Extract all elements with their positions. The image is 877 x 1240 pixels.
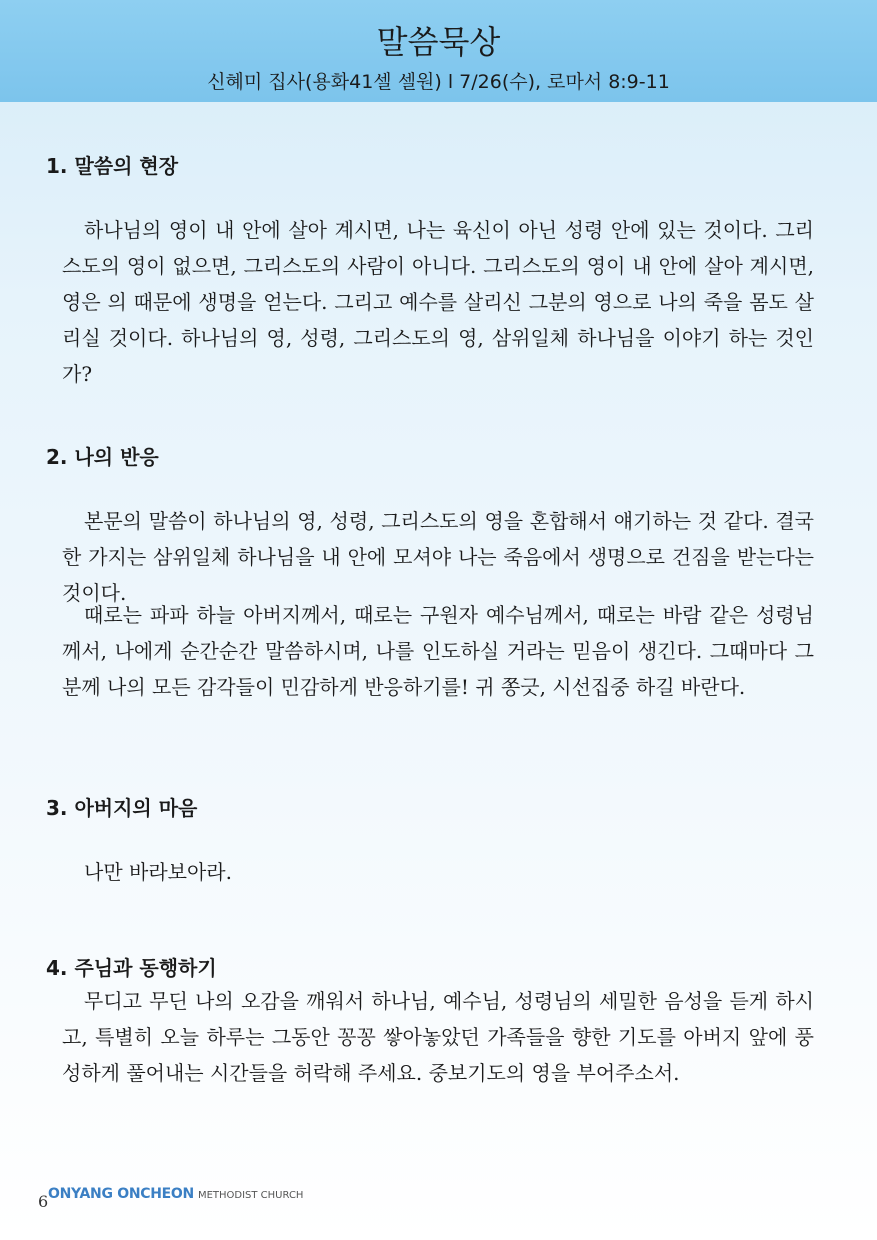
page-subtitle: 신혜미 집사(용화41셀 셀원) l 7/26(수), 로마서 8:9-11 [207, 71, 670, 93]
page-number: 6 [38, 1192, 49, 1211]
section-heading-1: 1. 말씀의 현장 [46, 154, 179, 178]
section-3-paragraph-1: 나만 바라보아라. [84, 860, 232, 884]
church-logo [48, 1183, 303, 1202]
section-heading-2: 2. 나의 반응 [46, 445, 159, 469]
section-4-paragraph-1: 무디고 무딘 나의 오감을 깨워서 하나님, 예수님, 성령님의 세밀한 음성을 듣게 하시고, 특별히 오늘 하루는 그동안 꽁꽁 쌓아놓았던 가족들을 향한 기도를 아버지 앞에 풍성하게 풀어내는 시간들을 허락해 주세요. 중보기도의 영을 부어주소서. [62, 989, 814, 1085]
page-title: 말씀묵상 [376, 23, 501, 61]
section-1-paragraph-1: 하나님의 영이 내 안에 살아 계시면, 나는 육신이 아닌 성령 안에 있는 것이다. 그리스도의 영이 없으면, 그리스도의 사람이 아니다. 그리스도의 영이 내 안에 살아 계시면, 영은 의 때문에 생명을 얻는다. 그리고 예수를 살리신 그분의 영으로 나의 죽을 몸도 살리실 것이다. 하나님의 영, 성령, 그리스도의 영, 삼위일체 하나님을 이야기 하는 것인가? [62, 218, 814, 386]
section-2-paragraph-2: 때로는 파파 하늘 아버지께서, 때로는 구원자 예수님께서, 때로는 바람 같은 성령님께서, 나에게 순간순간 말씀하시며, 나를 인도하실 거라는 믿음이 생긴다. 그때마다 그분께 나의 모든 감각들이 민감하게 반응하기를! 귀 쫑긋, 시선집중 하길 바란다. [62, 603, 814, 699]
section-heading-4: 4. 주님과 동행하기 [46, 956, 217, 980]
church-logo-brand: ONYANG ONCHEON [48, 1186, 194, 1202]
page-header [0, 0, 877, 102]
section-heading-3: 3. 아버지의 마음 [46, 796, 198, 820]
church-logo-sub: METHODIST CHURCH [197, 1190, 304, 1201]
section-2-paragraph-1: 본문의 말씀이 하나님의 영, 성령, 그리스도의 영을 혼합해서 얘기하는 것 같다. 결국 한 가지는 삼위일체 하나님을 내 안에 모셔야 나는 죽음에서 생명으로 건짐을 받는다는 것이다. [62, 509, 814, 605]
